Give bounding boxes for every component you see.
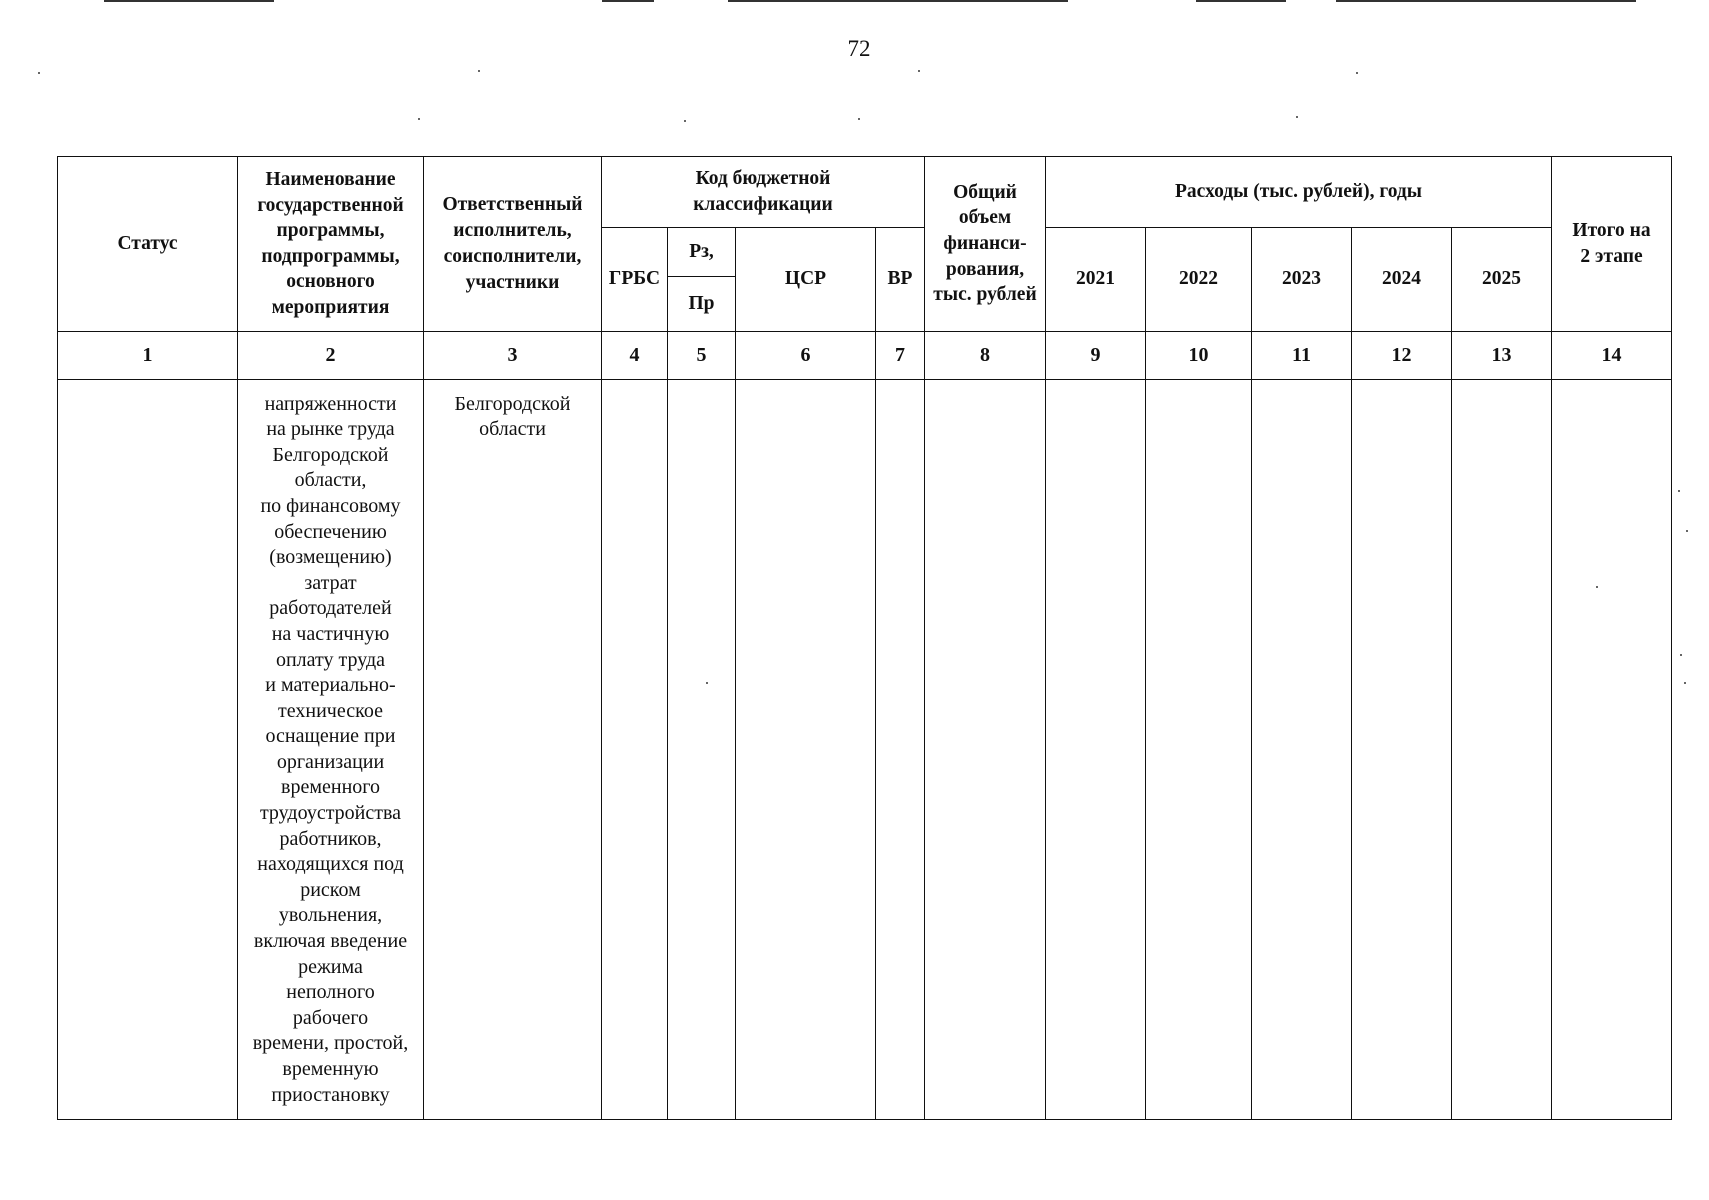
header-total-stage: Итого на 2 этапе bbox=[1552, 157, 1672, 332]
column-number: 8 bbox=[925, 331, 1046, 379]
scan-speck bbox=[418, 118, 420, 120]
text-line: по финансовому bbox=[260, 494, 401, 517]
text-line: включая введение bbox=[253, 930, 408, 953]
header-rz: Рз, bbox=[668, 228, 736, 277]
column-number: 1 bbox=[58, 331, 238, 379]
column-number: 13 bbox=[1452, 331, 1552, 379]
header-year-2021: 2021 bbox=[1046, 228, 1146, 332]
scan-speck bbox=[1296, 116, 1298, 118]
cell-year-2022 bbox=[1146, 379, 1252, 1119]
column-number-row bbox=[58, 331, 1672, 379]
scan-speck bbox=[1686, 530, 1688, 532]
header-grbs: ГРБС bbox=[602, 228, 668, 332]
scan-speck bbox=[918, 70, 920, 72]
table-row bbox=[58, 379, 1672, 1119]
cell-year-2021 bbox=[1046, 379, 1146, 1119]
cell-program-name bbox=[238, 379, 424, 1119]
cell-vr bbox=[876, 379, 925, 1119]
text-line: напряженности bbox=[264, 392, 397, 415]
header-budget-code: Код бюджетной классификации bbox=[602, 157, 925, 228]
text-line: на частичную bbox=[271, 622, 390, 645]
cell-year-2023 bbox=[1252, 379, 1352, 1119]
column-number: 14 bbox=[1552, 331, 1672, 379]
cell-total-stage bbox=[1552, 379, 1672, 1119]
text-line: неполного bbox=[286, 981, 375, 1004]
header-vr: ВР bbox=[876, 228, 925, 332]
budget-table bbox=[57, 156, 1672, 1120]
cell-year-2024 bbox=[1352, 379, 1452, 1119]
header-year-2024: 2024 bbox=[1352, 228, 1452, 332]
header-csr: ЦСР bbox=[736, 228, 876, 332]
text-line: временную bbox=[282, 1058, 379, 1080]
scan-speck bbox=[1680, 654, 1682, 656]
text-line: (возмещению) bbox=[269, 546, 392, 569]
header-executor: Ответственный исполнитель, соисполнители, участники bbox=[424, 157, 602, 332]
column-number: 9 bbox=[1046, 331, 1146, 379]
header-pr: Пр bbox=[668, 276, 736, 331]
text-line: работодателей bbox=[269, 597, 392, 620]
header-expenses: Расходы (тыс. рублей), годы bbox=[1046, 157, 1552, 228]
header-year-2025: 2025 bbox=[1452, 228, 1552, 332]
header-year-2023: 2023 bbox=[1252, 228, 1352, 332]
column-number: 4 bbox=[602, 331, 668, 379]
scan-speck bbox=[38, 72, 40, 74]
text-line: обеспечению bbox=[274, 520, 387, 543]
page-number: 72 bbox=[847, 36, 871, 61]
scan-speck bbox=[1356, 72, 1358, 74]
text-line: области, bbox=[294, 469, 367, 492]
top-rule bbox=[728, 0, 1068, 2]
top-rule bbox=[602, 0, 654, 2]
text-line: организации bbox=[276, 750, 385, 773]
text-line: находящихся под bbox=[257, 853, 404, 876]
column-number: 3 bbox=[424, 331, 602, 379]
scan-speck bbox=[1684, 682, 1686, 684]
text-line: оснащение при bbox=[265, 725, 396, 748]
text-line: трудоустройства bbox=[259, 802, 402, 825]
column-number: 6 bbox=[736, 331, 876, 379]
scan-speck bbox=[478, 70, 480, 72]
text-line: увольнения, bbox=[278, 904, 383, 927]
program-name-text bbox=[238, 380, 423, 1109]
executor-text bbox=[424, 380, 601, 443]
scan-speck bbox=[858, 118, 860, 120]
header-row bbox=[58, 157, 1672, 228]
column-number: 5 bbox=[668, 331, 736, 379]
top-rule bbox=[1196, 0, 1286, 2]
column-number: 11 bbox=[1252, 331, 1352, 379]
cell-year-2025 bbox=[1452, 379, 1552, 1119]
cell-rz-pr bbox=[668, 379, 736, 1119]
text-line: области bbox=[479, 418, 546, 441]
column-number: 7 bbox=[876, 331, 925, 379]
text-line: работников, bbox=[279, 827, 382, 850]
text-line: Белгородской bbox=[454, 392, 571, 415]
text-line: приостановку bbox=[271, 1083, 390, 1106]
top-rule bbox=[1336, 0, 1636, 2]
text-line: рабочего bbox=[292, 1006, 369, 1029]
header-program-name: Наименование государственной программы, подпрограммы, основного мероприятия bbox=[238, 157, 424, 332]
header-status: Статус bbox=[58, 157, 238, 332]
cell-status bbox=[58, 379, 238, 1119]
scan-speck bbox=[684, 120, 686, 122]
text-line: Белгородской bbox=[272, 443, 389, 466]
text-line: временного bbox=[281, 776, 380, 799]
text-line: оплату труда bbox=[275, 648, 386, 671]
column-number: 12 bbox=[1352, 331, 1452, 379]
cell-grbs bbox=[602, 379, 668, 1119]
cell-total-volume bbox=[925, 379, 1046, 1119]
cell-executor bbox=[424, 379, 602, 1119]
text-line: времени, простой, bbox=[252, 1032, 409, 1055]
header-total-volume: Общий объем финанси-рования, тыс. рублей bbox=[925, 157, 1046, 332]
text-line: риском bbox=[300, 878, 361, 901]
scan-speck bbox=[1678, 490, 1680, 492]
text-line: и материально- bbox=[265, 674, 396, 697]
top-rule bbox=[104, 0, 274, 2]
text-line: режима bbox=[298, 955, 363, 978]
text-line: техническое bbox=[278, 699, 383, 722]
text-line: затрат bbox=[304, 571, 357, 594]
text-line: на рынке труда bbox=[266, 418, 395, 441]
header-year-2022: 2022 bbox=[1146, 228, 1252, 332]
cell-csr bbox=[736, 379, 876, 1119]
column-number: 10 bbox=[1146, 331, 1252, 379]
column-number: 2 bbox=[238, 331, 424, 379]
